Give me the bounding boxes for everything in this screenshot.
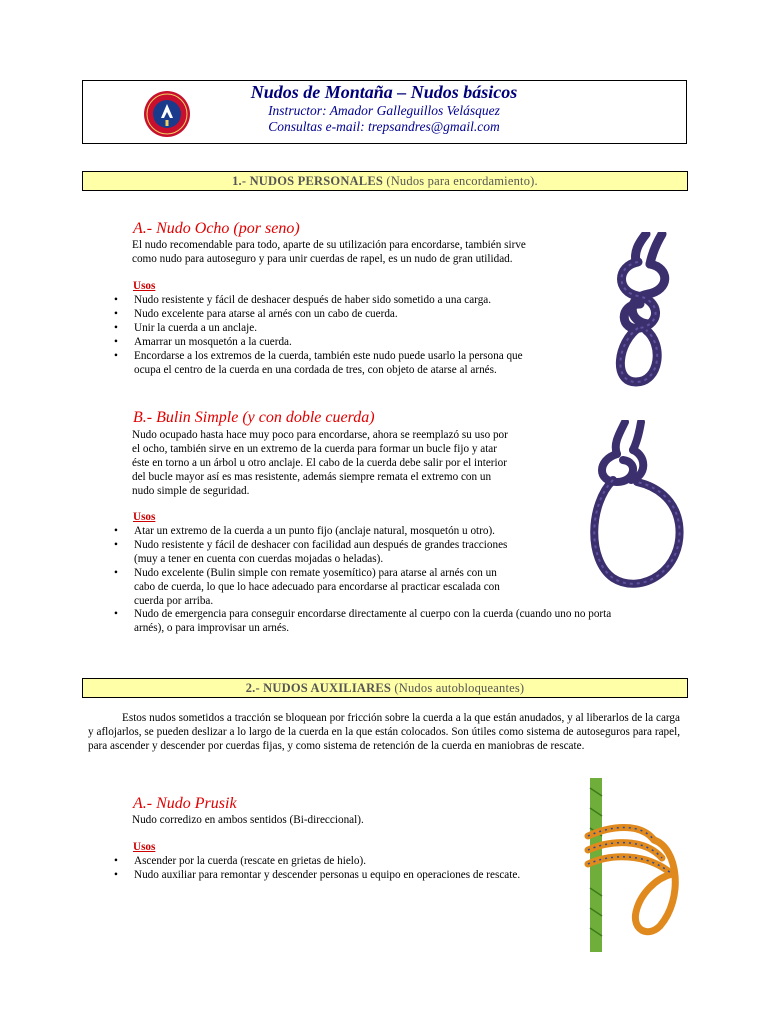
figure-eight-knot-image (598, 232, 682, 387)
prusik-knot-image (580, 778, 690, 952)
list-item: • Nudo de emergencia para conseguir encordarse directamente al cuerpo con la cuerda (cuando uno no porta arnés), o para improvisar un arnés. (114, 608, 611, 636)
usos-list (114, 294, 523, 377)
knot-title-bulin: B.- Bulin Simple (y con doble cuerda) (133, 409, 375, 426)
list-item: • Nudo auxiliar para remontar y descender personas u equipo en operaciones de rescate. (114, 869, 520, 883)
usos-label: Usos (133, 511, 156, 523)
contact-line: Consultas e-mail: trepsandres@gmail.com (268, 119, 500, 134)
knot-title-prusik: A.- Nudo Prusik (133, 795, 237, 812)
list-item: • Encordarse a los extremos de la cuerda, también este nudo puede usarlo la persona que ocupa el centro de la cuerda en una cordada de tres, con objeto de atarse al arnés. (114, 350, 523, 378)
bowline-knot-image (583, 420, 687, 588)
knot-title-ocho: A.- Nudo Ocho (por seno) (133, 220, 300, 237)
list-item: • Ascender por la cuerda (rescate en grietas de hielo). (114, 855, 520, 869)
section-banner-personales (82, 171, 688, 191)
section-title: NUDOS AUXILIARES (263, 681, 392, 695)
section-number: 2.- (245, 681, 260, 695)
knot-description: Nudo ocupado hasta hace muy poco para encordarse, ahora se reemplazó su uso por el ocho, también sirve en un extremo de la cuerda para formar un bucle fijo y atar éste en torno a un árbol u otro anclaje. El cabo de la cuerda debe salir por el interior del bucle mayor así es mas resistente, además siempre remata el extremo con un nudo simple de seguridad. (132, 429, 508, 497)
usos-label: Usos (133, 280, 156, 292)
section-intro-paragraph: Estos nudos sometidos a tracción se bloquean por fricción sobre la cuerda a la que están anudados, y al liberarlos de la carga y aflojarlos, se pueden deslizar a lo largo de la cuerda en la que están colocados. Son útiles como sistema de autoseguros para rapel, para ascender y descender por cuerdas fijas, y como sistema de retención de la cuerda en maniobras de rescate. (88, 712, 680, 753)
list-item: • Nudo resistente y fácil de deshacer después de haber sido sometido a una carga. (114, 294, 523, 308)
knot-description: El nudo recomendable para todo, aparte de su utilización para encordarse, también sirve como nudo para autoseguro y para unir cuerdas de rapel, es un nudo de gran utilidad. (132, 239, 526, 265)
usos-label: Usos (133, 841, 156, 853)
instructor-line: Instructor: Amador Galleguillos Velásquez (268, 103, 500, 118)
list-item: • Nudo excelente (Bulin simple con remate yosemítico) para atarse al arnés con un cabo de cuerda, lo que lo hace adecuado para encordarse al practicar escalada con cuerda por arriba. (114, 567, 611, 609)
page-title: Nudos de Montaña – Nudos básicos (250, 82, 518, 102)
list-item: • Unir la cuerda a un anclaje. (114, 322, 523, 336)
list-item: • Nudo excelente para atarse al arnés con un cabo de cuerda. (114, 308, 523, 322)
section-subtitle: (Nudos autobloqueantes) (394, 681, 525, 695)
club-logo (143, 90, 191, 138)
section-subtitle: (Nudos para encordamiento). (386, 174, 538, 188)
list-item: • Nudo resistente y fácil de deshacer con facilidad aun después de grandes tracciones (muy a tener en cuenta con cuerdas mojadas o heladas). (114, 539, 611, 567)
section-title: NUDOS PERSONALES (249, 174, 384, 188)
usos-list (114, 525, 611, 636)
section-number: 1.- (232, 174, 247, 188)
list-item: • Atar un extremo de la cuerda a un punto fijo (anclaje natural, mosquetón u otro). (114, 525, 611, 539)
knot-description: Nudo corredizo en ambos sentidos (Bi-direccional). (132, 814, 364, 826)
usos-list (114, 855, 520, 883)
list-item: • Amarrar un mosquetón a la cuerda. (114, 336, 523, 350)
section-banner-auxiliares (82, 678, 688, 698)
